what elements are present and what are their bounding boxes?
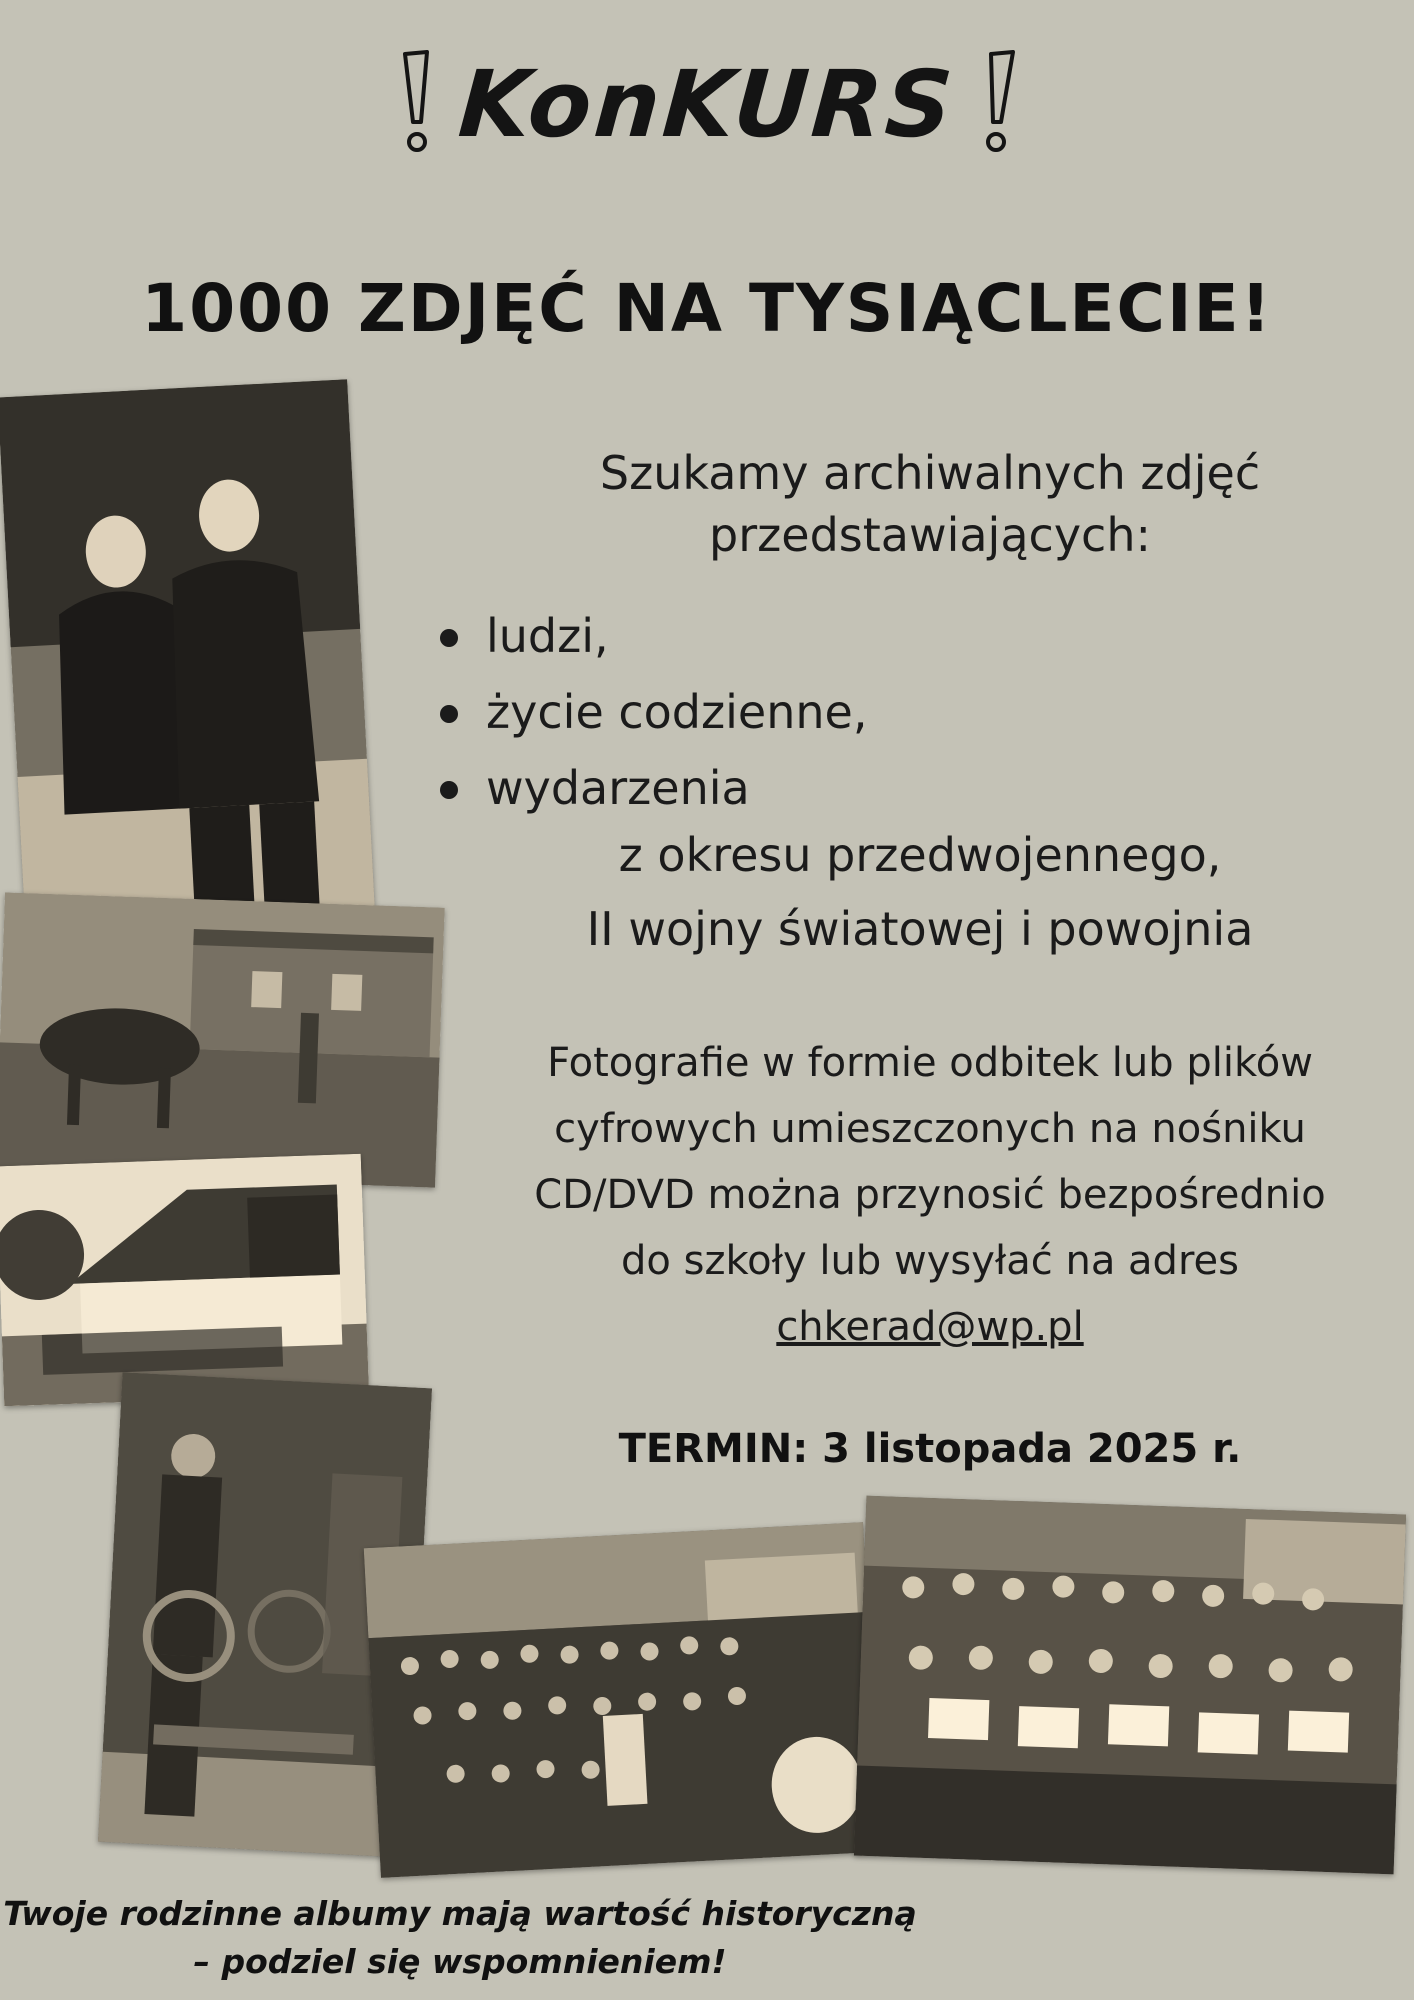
info-line: Fotografie w formie odbitek lub plików	[547, 1040, 1313, 1086]
list-item: ludzi,	[430, 598, 867, 674]
photo-village-cottage	[0, 1154, 369, 1407]
intro-text	[520, 442, 1340, 566]
intro-line: Szukamy archiwalnych zdjęć	[599, 446, 1261, 500]
submission-info	[480, 1030, 1380, 1360]
info-line: do szkoły lub wysyłać na adres	[621, 1238, 1239, 1284]
exclamation-icon	[397, 50, 437, 160]
info-line: cyfrowych umieszczonych na nośniku	[554, 1106, 1306, 1152]
deadline: TERMIN: 3 listopada 2025 r.	[618, 1426, 1242, 1472]
contest-subtitle: 1000 ZDJĘĆ NA TYSIĄCLECIE!	[141, 270, 1273, 347]
period-text	[500, 818, 1340, 966]
email-link[interactable]: chkerad@wp.pl	[776, 1304, 1084, 1350]
photo-ox-farm	[0, 892, 445, 1187]
period-line: II wojny światowej i powojnia	[586, 902, 1254, 956]
list-item: wydarzenia	[430, 750, 867, 826]
intro-line: przedstawiających:	[709, 508, 1151, 562]
photo-folk-group	[854, 1496, 1406, 1875]
poster-title	[0, 40, 1414, 170]
photo-elderly-couple	[0, 379, 376, 957]
footer-slogan	[0, 1890, 920, 1986]
contest-heading: KonKURS	[455, 51, 959, 158]
list-item: życie codzienne,	[430, 674, 867, 750]
footer-line: – podziel się wspomnieniem!	[193, 1942, 727, 1981]
exclamation-icon	[977, 50, 1017, 160]
topic-list	[430, 598, 867, 826]
period-line: z okresu przedwojennego,	[618, 828, 1222, 882]
photo-wedding-group	[364, 1522, 881, 1878]
footer-line: Twoje rodzinne albumy mają wartość historyczną	[3, 1894, 917, 1933]
info-line: CD/DVD można przynosić bezpośrednio	[534, 1172, 1326, 1218]
